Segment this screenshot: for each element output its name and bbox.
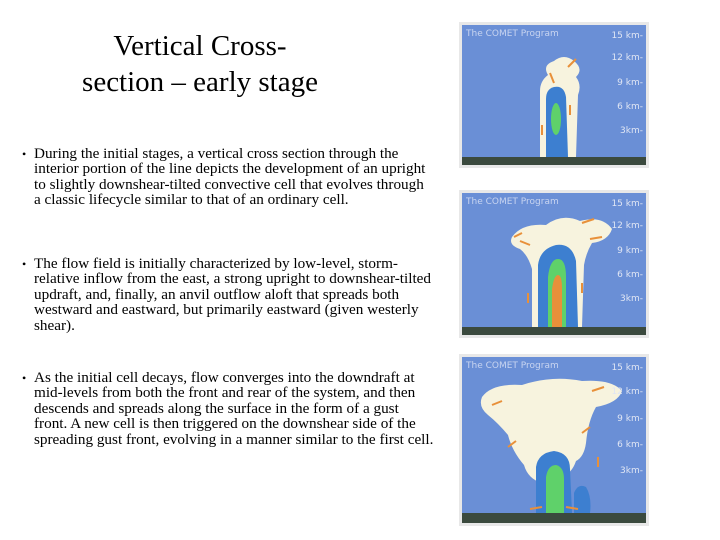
height-tick: 6 km -	[617, 270, 643, 280]
bullet-item	[22, 370, 434, 447]
height-tick: 9 km -	[617, 246, 643, 256]
height-tick: 15 km -	[611, 31, 643, 41]
bullet-marker: •	[22, 147, 27, 161]
height-tick: 3km -	[620, 466, 643, 476]
bullet-item	[22, 146, 434, 208]
title-line-1: Vertical Cross-	[113, 30, 287, 62]
cross-section-panel-decay	[459, 354, 649, 526]
credit-label: The COMET Program	[466, 29, 559, 39]
storm-illustration-early	[462, 25, 649, 168]
storm-illustration-mature	[462, 193, 649, 338]
ground-strip	[462, 327, 649, 338]
heavy-core	[552, 275, 562, 327]
height-tick: 12 km -	[611, 387, 643, 397]
bullet-marker: •	[22, 257, 27, 271]
height-tick: 6 km -	[617, 102, 643, 112]
height-tick: 3km -	[620, 294, 643, 304]
cross-section-panel-mature	[459, 190, 649, 338]
ground-strip	[462, 157, 649, 168]
slide-title	[40, 28, 360, 100]
credit-label: The COMET Program	[466, 361, 559, 371]
height-tick: 15 km -	[611, 363, 643, 373]
cross-section-panel-early	[459, 22, 649, 168]
height-tick: 15 km -	[611, 199, 643, 209]
ground-strip	[462, 513, 649, 526]
precip-core	[551, 103, 561, 135]
bullet-item	[22, 256, 434, 333]
bullet-text: During the initial stages, a vertical cross section through the interior portion of the line depicts the development of an upright to slightly downshear-tilted convective cell that evolves through a classic lifecycle similar to that of an ordinary cell.	[34, 145, 426, 209]
height-tick: 9 km -	[617, 414, 643, 424]
height-tick: 3km -	[620, 126, 643, 136]
height-tick: 9 km -	[617, 78, 643, 88]
height-tick: 6 km -	[617, 440, 643, 450]
bullet-marker: •	[22, 371, 27, 385]
bullet-text: The flow field is initially characterized by low-level, storm-relative inflow from the east, a strong upright to downshear-tilted updraft, and, finally, an anvil outflow aloft that spreads both westward and eastward, but primarily eastward (given westerly shear).	[34, 255, 431, 334]
bullet-text: As the initial cell decays, flow converges into the downdraft at mid-levels from both the front and rear of the system, and then descends and spreads along the surface in the form of a gust front. A new cell is then triggered on the downshear side of the spreading gust front, evolving in a manner similar to the first cell.	[34, 369, 434, 448]
height-tick: 12 km -	[611, 221, 643, 231]
title-line-2: section – early stage	[82, 66, 318, 98]
precip-core	[546, 465, 564, 513]
height-tick: 12 km -	[611, 53, 643, 63]
credit-label: The COMET Program	[466, 197, 559, 207]
